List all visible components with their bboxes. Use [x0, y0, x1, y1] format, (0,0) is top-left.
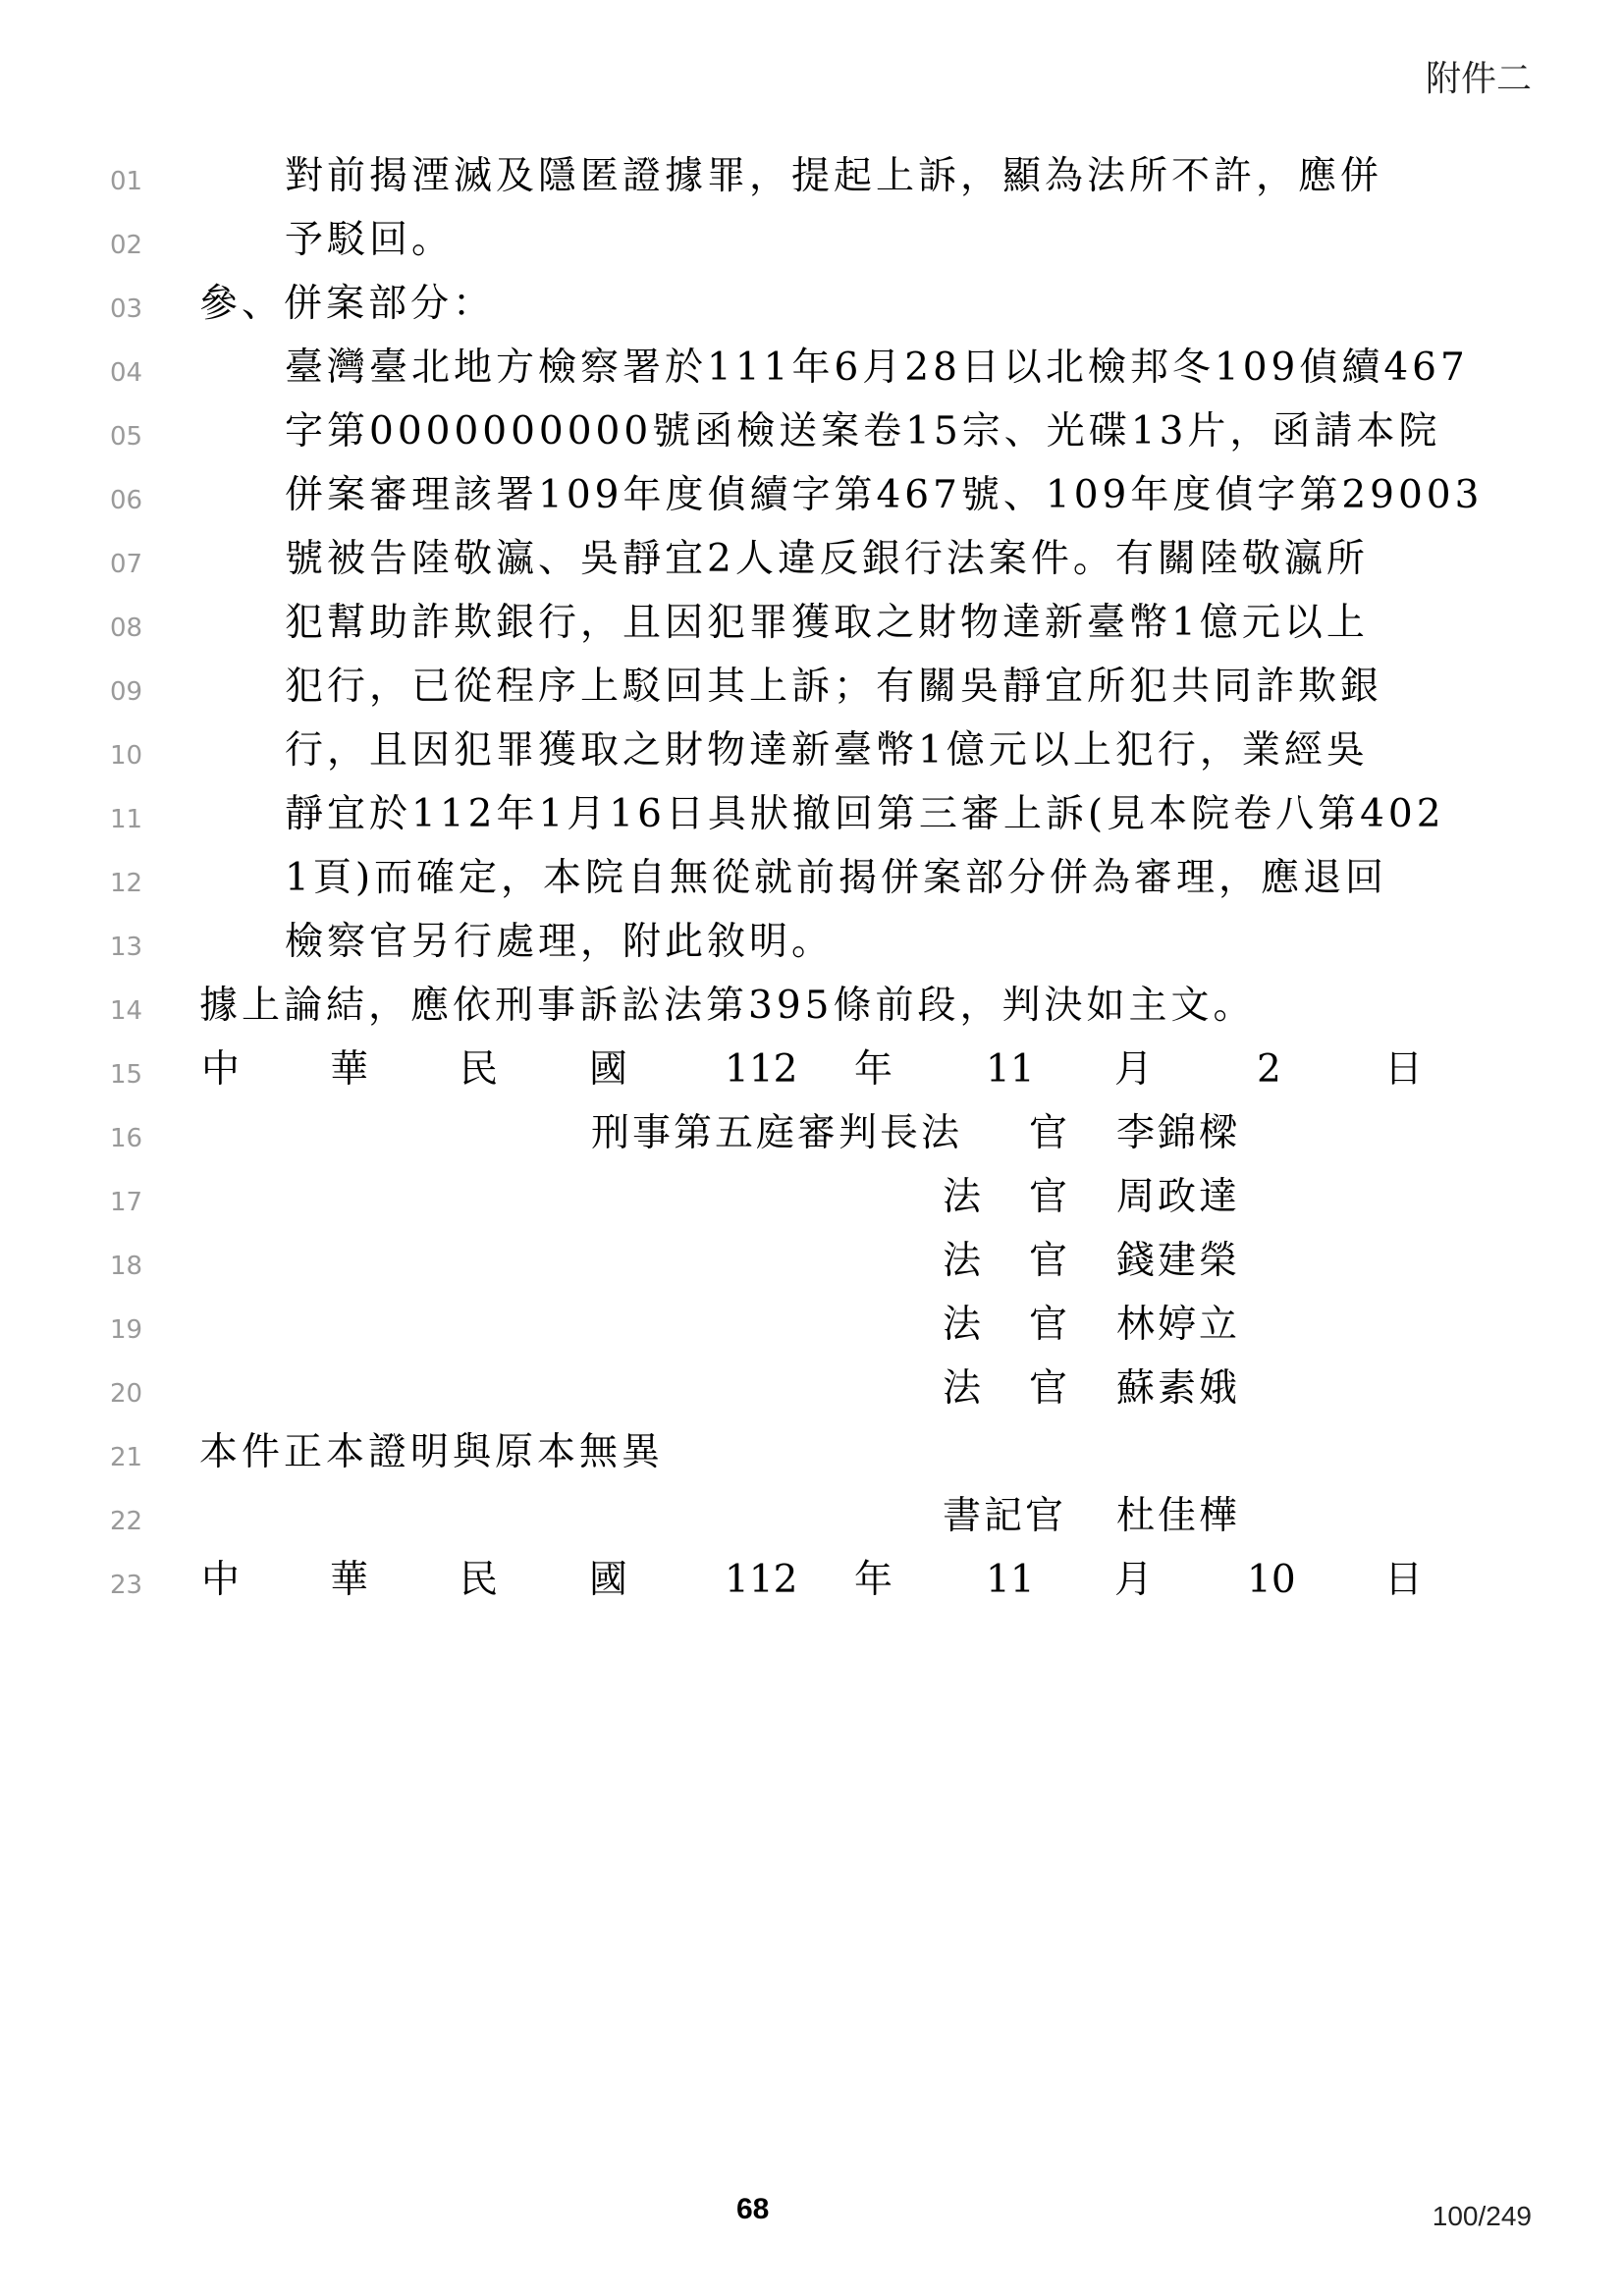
judge-role: 官	[1029, 1175, 1068, 1219]
text-line	[0, 209, 1623, 272]
text-line	[0, 273, 1623, 336]
line-number: 20	[110, 1379, 143, 1409]
text-line	[0, 1421, 1623, 1484]
attachment-label: 附件二	[1425, 59, 1532, 99]
certification-date	[0, 1549, 1623, 1612]
date-char: 國	[589, 1047, 628, 1092]
date-char: 民	[460, 1558, 499, 1602]
judge-role: 官	[1029, 1111, 1068, 1155]
signature-line	[0, 1294, 1623, 1357]
line-number: 07	[110, 550, 143, 579]
line-text: 犯行，已從程序上駁回其上訴；有關吳靜宜所犯共同詐欺銀	[285, 665, 1383, 709]
line-number: 04	[110, 358, 143, 388]
line-text: 犯幫助詐欺銀行，且因犯罪獲取之財物達新臺幣1億元以上	[285, 601, 1369, 645]
line-text: 字第0000000000號函檢送案卷15宗、光碟13片，函請本院	[285, 409, 1441, 454]
line-number: 06	[110, 486, 143, 515]
judge-role: 官	[1029, 1239, 1068, 1283]
date-char: 日	[1384, 1558, 1424, 1602]
line-number: 09	[110, 677, 143, 707]
judge-role: 官	[1029, 1366, 1068, 1411]
text-line	[0, 400, 1623, 463]
line-text: 併案審理該署109年度偵續字第467號、109年度偵字第29003	[285, 473, 1484, 517]
date-year: 112	[725, 1047, 798, 1092]
date-char: 月	[1114, 1047, 1154, 1092]
date-char: 年	[854, 1047, 893, 1092]
line-text: 據上論結，應依刑事訴訟法第395條前段，判決如主文。	[199, 984, 1256, 1028]
judge-role: 官	[1029, 1303, 1068, 1347]
judge-title: 法	[943, 1175, 982, 1219]
text-line	[0, 464, 1623, 527]
line-text: 對前揭湮滅及隱匿證據罪，提起上訴，顯為法所不許，應併	[285, 154, 1383, 198]
date-day: 2	[1257, 1047, 1281, 1092]
line-text: 1頁)而確定，本院自無從就前揭併案部分併為審理，應退回	[285, 856, 1388, 900]
signature-line	[0, 1230, 1623, 1293]
line-number: 08	[110, 614, 143, 643]
judgment-date	[0, 1039, 1623, 1101]
date-char: 民	[460, 1047, 499, 1092]
judge-title: 法	[943, 1366, 982, 1411]
text-line	[0, 528, 1623, 591]
line-number: 16	[110, 1124, 143, 1153]
line-text: 行，且因犯罪獲取之財物達新臺幣1億元以上犯行，業經吳	[285, 728, 1369, 773]
line-number: 01	[110, 167, 143, 196]
line-number: 14	[110, 996, 143, 1026]
line-number: 21	[110, 1443, 143, 1472]
date-char: 國	[589, 1558, 628, 1602]
text-line	[0, 337, 1623, 400]
page-count: 100/249	[1432, 2201, 1532, 2231]
judge-name: 林婷立	[1116, 1303, 1241, 1347]
line-number: 15	[110, 1060, 143, 1090]
judge-name: 李錦樑	[1116, 1111, 1241, 1155]
judge-title: 刑事第五庭審判長法	[591, 1111, 963, 1155]
date-char: 中	[201, 1047, 241, 1092]
line-number: 23	[110, 1571, 143, 1600]
text-line	[0, 720, 1623, 782]
line-number: 13	[110, 933, 143, 962]
text-line	[0, 911, 1623, 974]
date-line	[0, 1549, 1623, 1612]
date-month: 11	[986, 1558, 1035, 1602]
text-line	[0, 975, 1623, 1038]
text-line	[0, 656, 1623, 719]
judge-signature	[0, 1294, 1623, 1357]
judge-signature	[0, 1230, 1623, 1293]
line-number: 02	[110, 231, 143, 260]
judge-signature	[0, 1166, 1623, 1229]
date-char: 中	[201, 1558, 241, 1602]
line-text: 檢察官另行處理，附此敘明。	[285, 920, 835, 964]
judge-title: 法	[943, 1303, 982, 1347]
judge-signature	[0, 1358, 1623, 1420]
line-number: 03	[110, 294, 143, 324]
line-number: 18	[110, 1252, 143, 1281]
date-line	[0, 1039, 1623, 1101]
text-line	[0, 783, 1623, 846]
date-char: 日	[1384, 1047, 1424, 1092]
text-line	[0, 847, 1623, 910]
judge-name: 錢建榮	[1116, 1239, 1241, 1283]
text-line	[0, 592, 1623, 655]
section-heading: 參、併案部分：	[199, 282, 496, 326]
judge-name: 周政達	[1116, 1175, 1241, 1219]
line-number: 11	[110, 805, 143, 834]
date-char: 華	[330, 1558, 369, 1602]
line-text: 予駁回。	[285, 218, 455, 262]
line-number: 22	[110, 1507, 143, 1536]
line-number: 12	[110, 869, 143, 898]
date-day: 10	[1247, 1558, 1296, 1602]
date-year: 112	[725, 1558, 798, 1602]
line-number: 17	[110, 1188, 143, 1217]
line-number: 10	[110, 741, 143, 771]
clerk-name: 杜佳樺	[1116, 1494, 1241, 1538]
signature-line	[0, 1358, 1623, 1420]
date-char: 華	[330, 1047, 369, 1092]
line-text: 號被告陸敬瀛、吳靜宜2人違反銀行法案件。有關陸敬瀛所	[285, 537, 1369, 581]
date-char: 月	[1114, 1558, 1154, 1602]
line-number: 05	[110, 422, 143, 452]
text-line	[0, 145, 1623, 208]
clerk-signature	[0, 1485, 1623, 1548]
signature-line	[0, 1166, 1623, 1229]
line-text: 臺灣臺北地方檢察署於111年6月28日以北檢邦冬109偵續467	[285, 346, 1469, 390]
certification-text: 本件正本證明與原本無異	[199, 1430, 665, 1474]
line-number: 19	[110, 1315, 143, 1345]
date-char: 年	[854, 1558, 893, 1602]
line-text: 靜宜於112年1月16日具狀撤回第三審上訴(見本院卷八第402	[285, 792, 1445, 836]
signature-line	[0, 1102, 1623, 1165]
judge-name: 蘇素娥	[1116, 1366, 1241, 1411]
judge-title: 法	[943, 1239, 982, 1283]
page-number: 68	[736, 2193, 770, 2225]
presiding-judge	[0, 1102, 1623, 1165]
clerk-title: 書記官	[943, 1494, 1067, 1538]
date-month: 11	[986, 1047, 1035, 1092]
signature-line	[0, 1485, 1623, 1548]
